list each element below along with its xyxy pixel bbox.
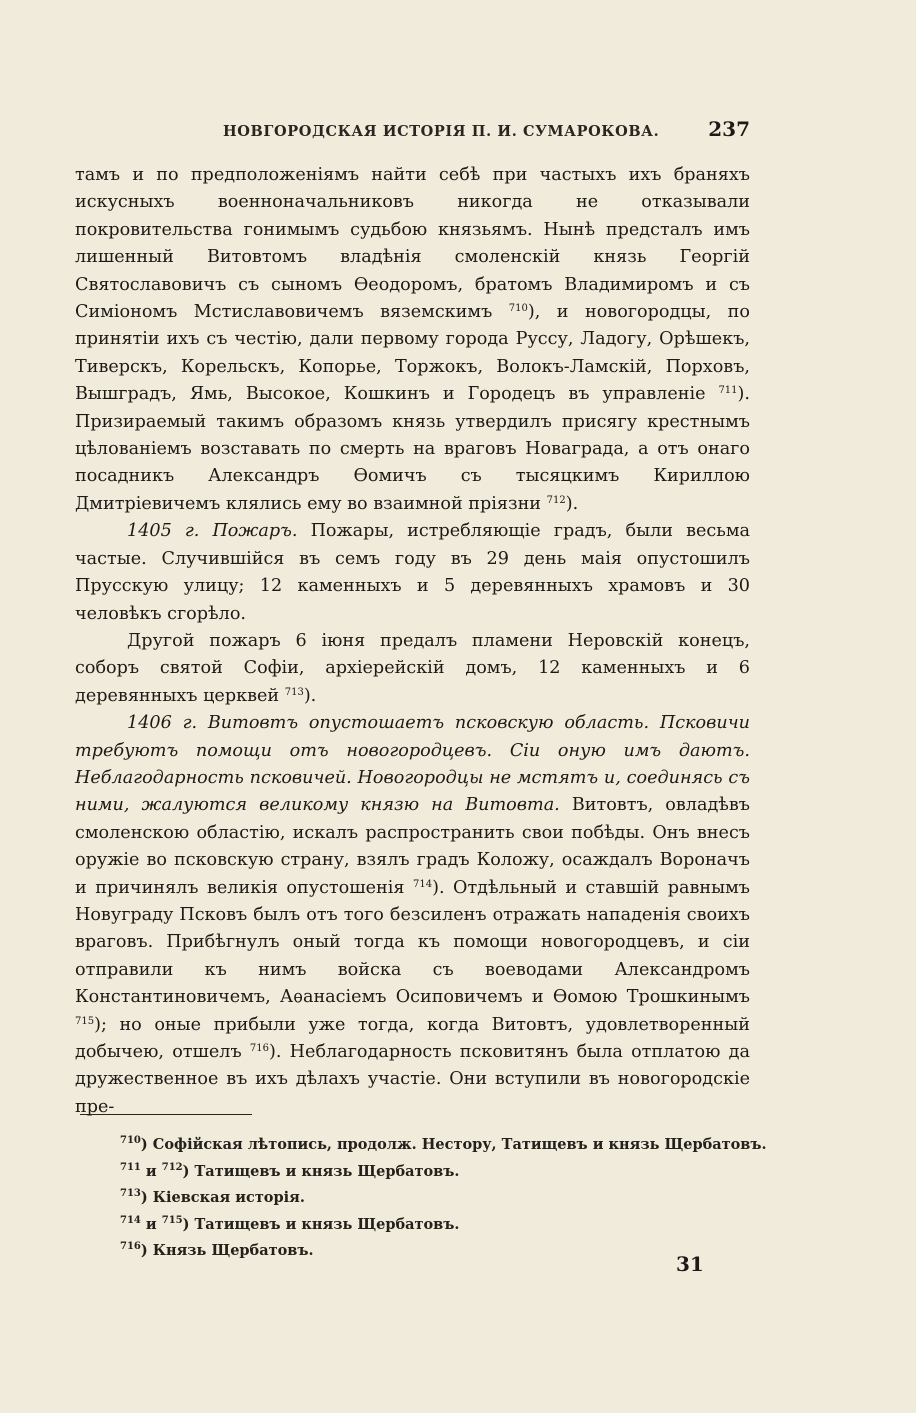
paragraph-2 <box>75 518 750 628</box>
section-heading: 1406 г. Витовтъ опустошаетъ псковскую область. Псковичи требуютъ помощи отъ новогородцевъ. Сіи оную имъ даютъ. Неблагодарность псковичей. Новогородцы не мстятъ и, соединясь съ ними, жалуются великому князю на Витовта. <box>75 713 750 816</box>
footnote-ref: 713 <box>284 686 304 698</box>
footnote-joiner: и <box>140 1162 162 1180</box>
text-run: тамъ и по предположеніямъ найти себѣ при частыхъ ихъ браняхъ искусныхъ военноначальниковъ никогда не отказывали покровительства гонимымъ судьбою князьямъ. Нынѣ предсталъ имъ лишенный Витовтомъ владѣнія смоленскій князь Георгій Святославовичъ съ сыномъ Ѳеодоромъ, братомъ Владимиромъ и съ Симіономъ Мстиславовичемъ вяземскимъ <box>75 165 750 323</box>
footnote-ref: 712 <box>546 494 566 506</box>
footnote-ref: 711 <box>718 385 738 397</box>
footnote-711-712 <box>120 1159 760 1186</box>
footnote-ref: 710 <box>508 303 528 315</box>
footnote-716 <box>120 1238 760 1265</box>
text-run: Пожары, истребляющіе градъ, были весьма частые. Случившійся въ семъ году въ 29 день маія опустошилъ Прусскую улицу; 12 каменныхъ и 5 деревянныхъ храмовъ и 30 человѣкъ сгорѣло. <box>75 521 750 624</box>
footnote-text: ) Кіевская исторія. <box>140 1189 305 1206</box>
main-text <box>75 162 750 1121</box>
text-run: ). Призираемый такимъ образомъ князь утвердилъ присягу крестнымъ цѣлованіемъ возставать по смерть на враговъ Новаграда, а отъ онаго посадникъ Александръ Ѳомичъ съ тысяцкимъ Кириллою Дмитріевичемъ клялись ему во взаимной пріязни <box>75 384 750 514</box>
footnote-mark: 712 <box>161 1161 183 1173</box>
text-run: ), и новогородцы, по принятіи ихъ съ честію, дали первому города Руссу, Ладогу, Орѣшекъ, Тиверскъ, Корельскъ, Копорье, Торжокъ, Волокъ-Ламскій, Порховъ, Вышградъ, Ямь, Высокое, Кошкинъ и Городецъ въ управленіе <box>75 302 750 405</box>
footnote-mark: 711 <box>120 1161 141 1173</box>
footnote-ref: 715 <box>75 1015 95 1027</box>
footnote-text: ) Софійская лѣтопись, продолж. Нестору, Татищевъ и князь Щербатовъ. <box>140 1136 767 1153</box>
footnote-ref: 716 <box>249 1043 269 1054</box>
paragraph-4 <box>75 710 750 1121</box>
footnote-713 <box>120 1185 760 1212</box>
text-run: ); но оные прибыли уже тогда, когда Витовтъ, удовлетворенный добычею, отшелъ <box>75 1014 750 1062</box>
footnote-mark: 716 <box>120 1241 141 1252</box>
footnote-mark: 714 <box>120 1214 141 1226</box>
footnote-joiner: и <box>140 1215 162 1233</box>
paragraph-1 <box>75 162 750 518</box>
text-run: ). <box>303 685 317 706</box>
text-run: ). Неблагодарность псковитянъ была отплатою да дружественное въ ихъ дѣлахъ участіе. Они вступили въ новогородскіе пре- <box>75 1042 750 1117</box>
footnote-ref: 714 <box>412 878 433 890</box>
footnote-text: ) Татищевъ и князь Щербатовъ. <box>182 1162 460 1180</box>
footnote-mark: 715 <box>161 1214 183 1226</box>
text-run: Витовтъ, овладѣвъ смоленскою областію, искалъ распространить свои побѣды. Онъ внесъ оружіе во псковскую страну, взялъ градъ Коложу, осаждалъ Вороначъ и причинялъ великія опустошенія <box>75 795 750 898</box>
footnotes <box>120 1132 767 1265</box>
footnote-mark: 710 <box>120 1135 141 1146</box>
footnote-710 <box>120 1132 767 1159</box>
footnote-714-715 <box>120 1212 760 1239</box>
text-run: ). Отдѣльный и ставшій равнымъ Новуграду Псковъ былъ отъ того безсиленъ отражать нападенія своихъ враговъ. Прибѣгнулъ оный тогда къ помощи новогородцевъ, и сіи отправили къ нимъ войска съ воеводами Александромъ Константиновичемъ, Аѳанасіемъ Осиповичемъ и Ѳомою Трошкинымъ <box>75 877 750 1008</box>
paragraph-3 <box>75 628 750 710</box>
page-number: 237 <box>708 117 750 141</box>
text-run: ). <box>565 493 579 514</box>
text-run: Другой пожаръ 6 іюня предалъ пламени Неровскій конецъ, соборъ святой Софіи, архіерейскій домъ, 12 каменныхъ и 6 деревянныхъ церквей <box>75 630 750 706</box>
footnote-mark: 713 <box>120 1188 141 1199</box>
section-heading: 1405 г. Пожаръ. <box>127 521 298 542</box>
footnote-text: ) Татищевъ и князь Щербатовъ. <box>182 1215 460 1233</box>
running-head: НОВГОРОДСКАЯ ИСТОРІЯ П. И. СУМАРОКОВА. <box>223 123 660 140</box>
footnote-text: ) Князь Щербатовъ. <box>140 1242 314 1259</box>
printer-signature-mark: 31 <box>676 1252 704 1276</box>
page-header <box>75 117 750 147</box>
footnote-divider <box>80 1114 252 1115</box>
